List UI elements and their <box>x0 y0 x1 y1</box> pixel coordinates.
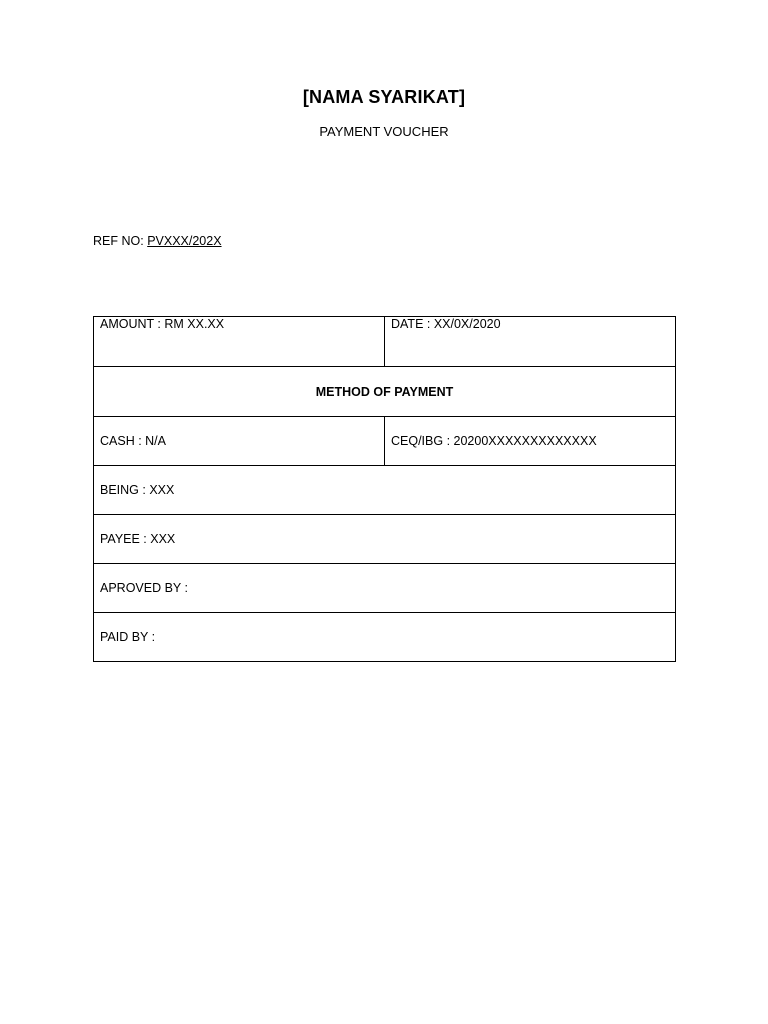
payment-method-row <box>94 417 676 466</box>
being-row <box>94 466 676 515</box>
payee-cell: PAYEE : XXX <box>94 515 676 564</box>
document-title: PAYMENT VOUCHER <box>319 124 449 139</box>
reference-value: PVXXX/202X <box>147 234 222 248</box>
paid-by-row <box>94 613 676 662</box>
amount-date-row <box>94 317 676 367</box>
ceq-ibg-cell: CEQ/IBG : 20200XXXXXXXXXXXXX <box>385 417 676 466</box>
cash-cell: CASH : N/A <box>94 417 385 466</box>
being-cell: BEING : XXX <box>94 466 676 515</box>
reference-line <box>93 234 222 248</box>
approved-by-cell: APROVED BY : <box>94 564 676 613</box>
paid-by-cell: PAID BY : <box>94 613 676 662</box>
method-of-payment-heading: METHOD OF PAYMENT <box>94 367 676 417</box>
date-cell: DATE : XX/0X/2020 <box>385 317 676 367</box>
voucher-table <box>93 316 676 662</box>
amount-cell: AMOUNT : RM XX.XX <box>94 317 385 367</box>
method-heading-row <box>94 367 676 417</box>
payee-row <box>94 515 676 564</box>
company-name: [NAMA SYARIKAT] <box>302 87 466 107</box>
approved-by-row <box>94 564 676 613</box>
reference-label: REF NO: <box>93 234 144 248</box>
